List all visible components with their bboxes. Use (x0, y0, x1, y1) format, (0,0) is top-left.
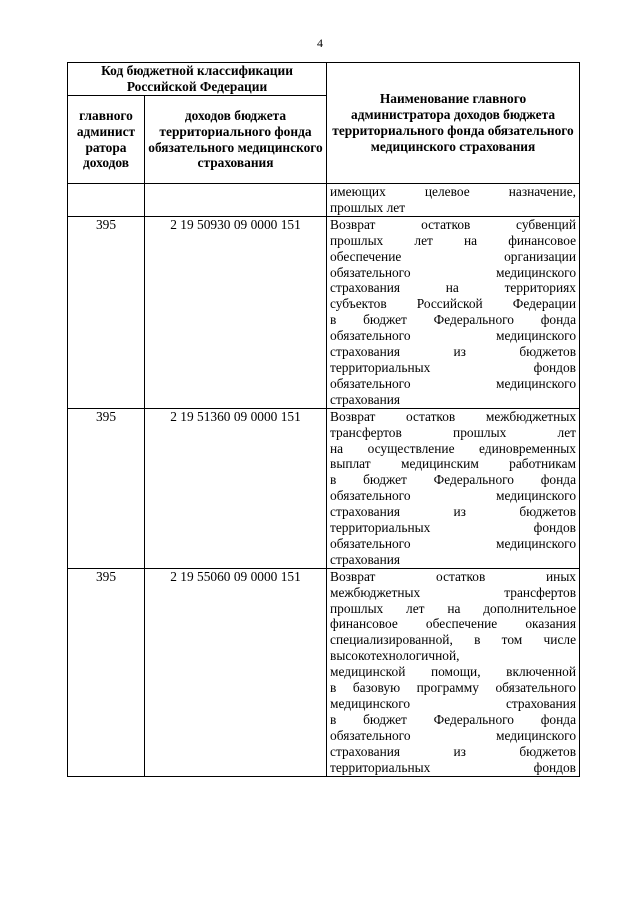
description-line: медицинского страхования (330, 696, 577, 711)
description-line: в бюджет Федерального фонда (330, 472, 577, 488)
description-line: прошлых лет на финансовое (330, 232, 577, 248)
description-line: территориальных фондов (330, 759, 577, 775)
description-line: специализированной, в том числе (330, 632, 577, 648)
header-admin: главного админист ратора доходов (68, 96, 145, 184)
admin-code-cell: 395 (68, 216, 145, 408)
header-income: доходов бюджета территориального фонда обязательного медицинского страхования (145, 96, 327, 184)
description-line: страхования (330, 391, 401, 407)
description-line: обязательного медицинского (330, 264, 577, 280)
header-group-title: Код бюджетной классификации Российской Федерации (68, 63, 327, 96)
description-line: страхования из бюджетов (330, 743, 577, 759)
description-line: прошлых лет на дополнительное (330, 600, 577, 616)
description-line: территориальных фондов (330, 520, 577, 536)
description-line: межбюджетных трансфертов (330, 584, 577, 600)
income-code-cell: 2 19 51360 09 0000 151 (145, 408, 327, 568)
description-line: прошлых лет (330, 199, 406, 215)
description-cell (327, 568, 580, 776)
table-row (68, 216, 580, 408)
description-line: субъектов Российской Федерации (330, 296, 577, 312)
income-code-cell: 2 19 50930 09 0000 151 (145, 216, 327, 408)
description-line: территориальных фондов (330, 359, 577, 375)
description-line: обязательного медицинского (330, 328, 577, 344)
description-line: Возврат остатков субвенций (330, 216, 577, 232)
admin-code-cell: 395 (68, 568, 145, 776)
description-line: медицинской помощи, включенной (330, 664, 577, 680)
description-line: в бюджет Федерального фонда (330, 312, 577, 328)
income-code-cell: 2 19 55060 09 0000 151 (145, 568, 327, 776)
description-line: на осуществление единовременных (330, 440, 577, 456)
description-line: трансфертов прошлых лет (330, 424, 577, 440)
description-line: имеющих целевое назначение, (330, 184, 577, 199)
description-line: высокотехнологичной, (330, 648, 460, 664)
description-line: обязательного медицинского (330, 727, 577, 743)
description-cell (327, 408, 580, 568)
description-line: обеспечение организации (330, 248, 577, 264)
description-cell (327, 184, 580, 217)
description-cell (327, 216, 580, 408)
income-code-cell (145, 184, 327, 217)
description-line: страхования на территориях (330, 280, 577, 296)
budget-classification-table (67, 62, 580, 777)
header-name: Наименование главного администратора доходов бюджета территориального фонда обязательного медицинского страхования (327, 63, 580, 184)
description-line: финансовое обеспечение оказания (330, 616, 577, 632)
description-line: Возврат остатков межбюджетных (330, 408, 577, 424)
description-line: выплат медицинским работникам (330, 456, 577, 472)
description-line: обязательного медицинского (330, 535, 577, 551)
page-number: 4 (317, 36, 323, 50)
table-row (68, 184, 580, 217)
admin-code-cell (68, 184, 145, 217)
description-line: страхования из бюджетов (330, 344, 577, 360)
table-row (68, 568, 580, 776)
table-row (68, 408, 580, 568)
description-line: обязательного медицинского (330, 488, 577, 504)
admin-code-cell: 395 (68, 408, 145, 568)
description-line: в бюджет Федерального фонда (330, 711, 577, 727)
description-line: в базовую программу обязательного (330, 680, 577, 696)
description-line: страхования (330, 551, 401, 567)
description-line: страхования из бюджетов (330, 504, 577, 520)
table-body (68, 184, 580, 777)
description-line: обязательного медицинского (330, 375, 577, 391)
description-line: Возврат остатков иных (330, 568, 577, 584)
